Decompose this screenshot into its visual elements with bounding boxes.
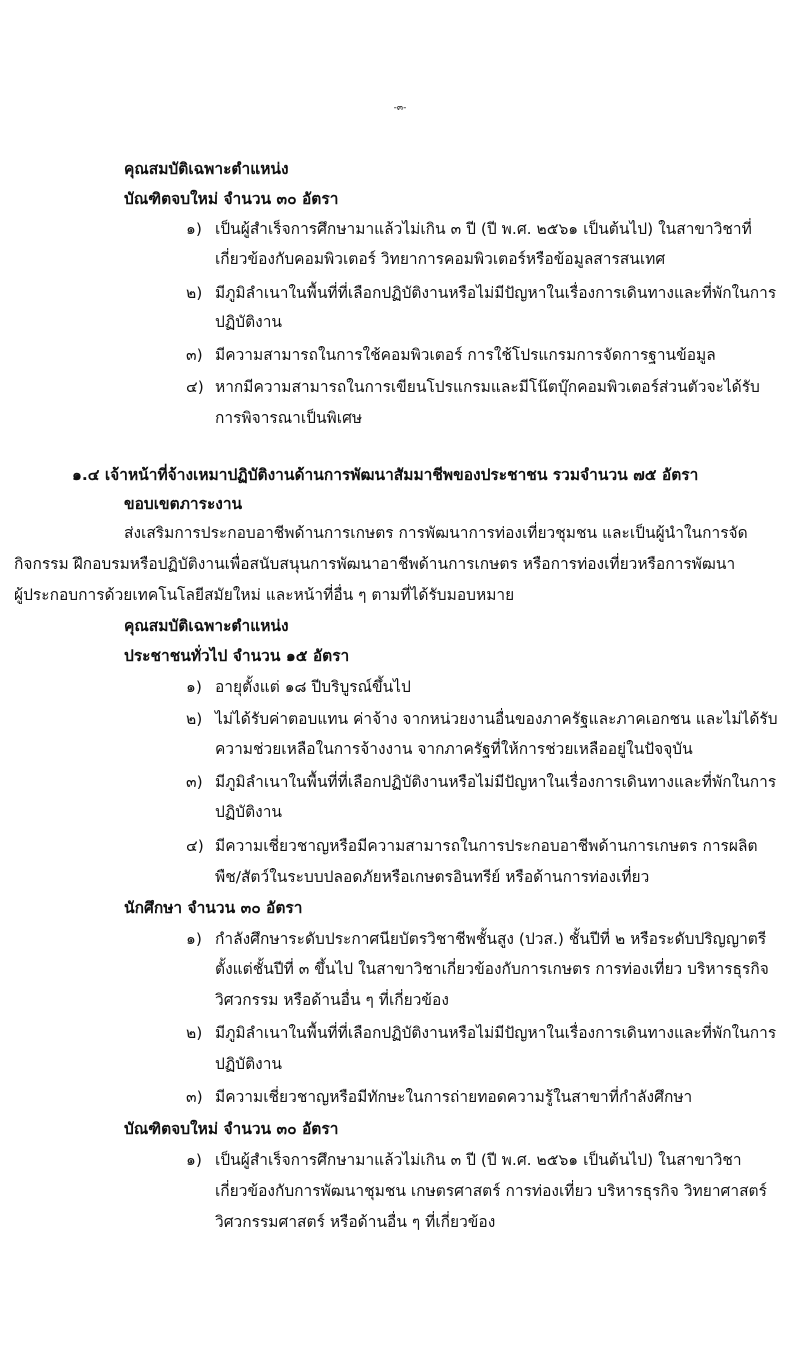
scope-text: กิจกรรม ฝึกอบรมหรือปฏิบัติงานเพื่อสนับสนุนการพัฒนาอาชีพด้านการเกษตร หรือการท่องเที่ยวหรือการพัฒนา [14, 555, 736, 573]
group-title: บัณฑิตจบใหม่ จำนวน ๓๐ อัตรา [124, 1120, 339, 1138]
item-text: มีความเชี่ยวชาญหรือมีความสามารถในการประกอบอาชีพด้านการเกษตร การผลิต [215, 837, 758, 855]
group-title: บัณฑิตจบใหม่ จำนวน ๓๐ อัตรา [124, 190, 339, 208]
item-text: วิศวกรรม หรือด้านอื่น ๆ ที่เกี่ยวข้อง [215, 991, 449, 1009]
item-text: มีความเชี่ยวชาญหรือมีทักษะในการถ่ายทอดความรู้ในสาขาที่กำลังศึกษา [215, 1088, 693, 1106]
qualification-heading: คุณสมบัติเฉพาะตำแหน่ง [124, 617, 289, 635]
item-number: ๑) [186, 1151, 202, 1169]
item-text: มีความสามารถในการใช้คอมพิวเตอร์ การใช้โปรแกรมการจัดการฐานข้อมูล [215, 346, 716, 364]
item-text: มีภูมิลำเนาในพื้นที่ที่เลือกปฏิบัติงานหรือไม่มีปัญหาในเรื่องการเดินทางและที่พักในการ [215, 284, 777, 302]
item-number: ๔) [186, 837, 204, 855]
scope-text: ส่งเสริมการประกอบอาชีพด้านการเกษตร การพัฒนาการท่องเที่ยวชุมชน และเป็นผู้นำในการจัด [124, 524, 748, 542]
item-text: ปฏิบัติงาน [215, 1055, 283, 1073]
scope-text: ผู้ประกอบการด้วยเทคโนโลยีสมัยใหม่ และหน้าที่อื่น ๆ ตามที่ได้รับมอบหมาย [14, 586, 515, 604]
section-title: ๑.๔ เจ้าหน้าที่จ้างเหมาปฏิบัติงานด้านการพัฒนาสัมมาชีพของประชาชน รวมจำนวน ๗๕ อัตรา [72, 466, 699, 484]
item-text: เป็นผู้สำเร็จการศึกษามาแล้วไม่เกิน ๓ ปี (ปี พ.ศ. ๒๕๖๑ เป็นต้นไป) ในสาขาวิชาที่ [215, 220, 752, 238]
item-text: หากมีความสามารถในการเขียนโปรแกรมและมีโน๊ตบุ๊กคอมพิวเตอร์ส่วนตัวจะได้รับ [215, 378, 760, 396]
item-number: ๓) [186, 1088, 203, 1106]
item-text: กำลังศึกษาระดับประกาศนียบัตรวิชาชีพชั้นสูง (ปวส.) ชั้นปีที่ ๒ หรือระดับปริญญาตรี [215, 930, 767, 948]
item-text: เกี่ยวข้องกับการพัฒนาชุมชน เกษตรศาสตร์ การท่องเที่ยว บริหารธุรกิจ วิทยาศาสตร์ [215, 1182, 767, 1200]
item-number: ๒) [186, 1024, 203, 1042]
scope-heading: ขอบเขตภาระงาน [124, 495, 243, 513]
item-text: ไม่ได้รับค่าตอบแทน ค่าจ้าง จากหน่วยงานอื่นของภาครัฐและภาคเอกชน และไม่ได้รับ [215, 710, 778, 728]
item-number: ๒) [186, 284, 203, 302]
item-text: พืช/สัตว์ในระบบปลอดภัยหรือเกษตรอินทรีย์ หรือด้านการท่องเที่ยว [215, 868, 650, 886]
item-number: ๑) [186, 930, 202, 948]
item-number: ๑) [186, 678, 202, 696]
item-text: อายุตั้งแต่ ๑๘ ปีบริบูรณ์ขึ้นไป [215, 678, 411, 696]
item-text: ปฏิบัติงาน [215, 313, 283, 331]
page-number: -๓- [393, 103, 407, 113]
item-text: มีภูมิลำเนาในพื้นที่ที่เลือกปฏิบัติงานหรือไม่มีปัญหาในเรื่องการเดินทางและที่พักในการ [215, 1024, 777, 1042]
item-text: เกี่ยวข้องกับคอมพิวเตอร์ วิทยาการคอมพิวเตอร์หรือข้อมูลสารสนเทศ [215, 250, 666, 268]
item-number: ๒) [186, 710, 203, 728]
item-number: ๑) [186, 220, 202, 238]
item-text: ตั้งแต่ชั้นปีที่ ๓ ขึ้นไป ในสาขาวิชาเกี่ยวข้องกับการเกษตร การท่องเที่ยว บริหารธุรกิจ [215, 960, 769, 978]
item-number: ๓) [186, 346, 203, 364]
item-text: วิศวกรรมศาสตร์ หรือด้านอื่น ๆ ที่เกี่ยวข้อง [215, 1213, 496, 1231]
item-number: ๔) [186, 378, 204, 396]
group-title: นักศึกษา จำนวน ๓๐ อัตรา [124, 899, 303, 917]
item-text: มีภูมิลำเนาในพื้นที่ที่เลือกปฏิบัติงานหรือไม่มีปัญหาในเรื่องการเดินทางและที่พักในการ [215, 773, 777, 791]
item-number: ๓) [186, 773, 203, 791]
item-text: ปฏิบัติงาน [215, 803, 283, 821]
item-text: ความช่วยเหลือในการจ้างงาน จากภาครัฐที่ให้การช่วยเหลืออยู่ในปัจจุบัน [215, 740, 693, 758]
qualification-heading: คุณสมบัติเฉพาะตำแหน่ง [124, 160, 289, 178]
item-text: การพิจารณาเป็นพิเศษ [215, 409, 363, 427]
group-title: ประชาชนทั่วไป จำนวน ๑๕ อัตรา [124, 647, 350, 665]
item-text: เป็นผู้สำเร็จการศึกษามาแล้วไม่เกิน ๓ ปี (ปี พ.ศ. ๒๕๖๑ เป็นต้นไป) ในสาขาวิชา [215, 1151, 742, 1169]
